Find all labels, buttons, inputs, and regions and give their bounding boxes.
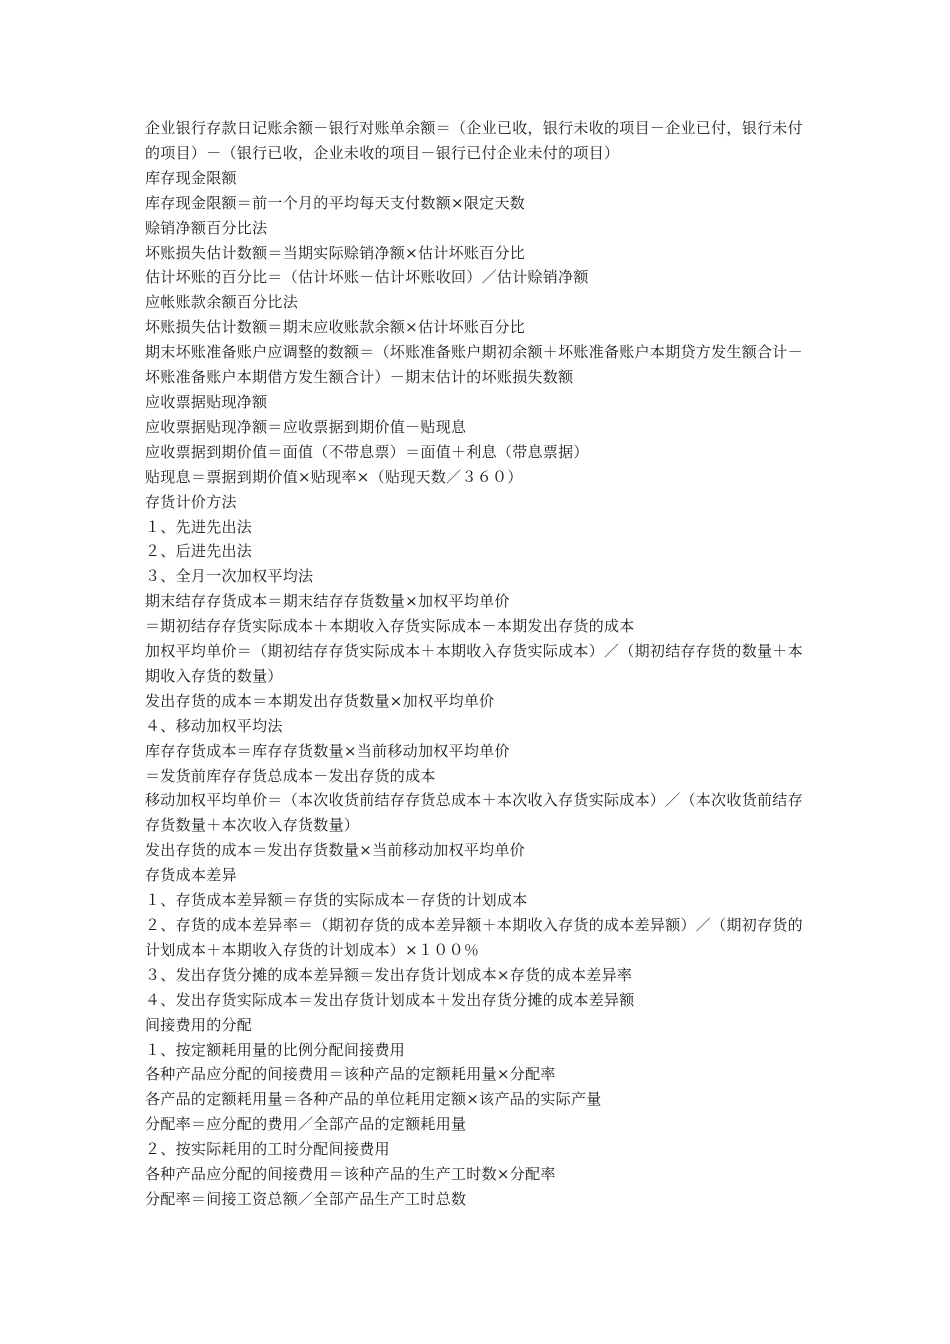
document-body [145,116,815,1212]
text-line: １、先进先出法 [145,517,253,536]
text-line: 发出存货的成本＝本期发出存货数量×加权平均单价 [145,691,495,710]
text-line: 移动加权平均单价＝（本次收货前结存存货总成本＋本次收入存货实际成本）／（本次收货前结存存货数量＋本次收入存货数量） [145,791,803,835]
text-line: ３、发出存货分摊的成本差异额＝发出存货计划成本×存货的成本差异率 [145,965,633,984]
text-line: 应帐账款余额百分比法 [145,293,299,312]
text-line: 存货成本差异 [145,866,237,885]
text-line: 库存存货成本＝库存存货数量×当前移动加权平均单价 [145,741,510,760]
text-line: 估计坏账的百分比＝（估计坏账－估计坏账收回）／估计赊销净额 [145,268,589,287]
text-line: 间接费用的分配 [145,1015,253,1034]
text-line: 库存现金限额＝前一个月的平均每天支付数额×限定天数 [145,193,526,212]
text-line: ＝期初结存存货实际成本＋本期收入存货实际成本－本期发出存货的成本 [145,617,635,636]
text-line: 各种产品应分配的间接费用＝该种产品的生产工时数×分配率 [145,1165,556,1184]
text-line: 各产品的定额耗用量＝各种产品的单位耗用定额×该产品的实际产量 [145,1090,602,1109]
text-line: 期末坏账准备账户应调整的数额＝（坏账准备账户期初余额＋坏账准备账户本期贷方发生额合计－坏账准备账户本期借方发生额合计）－期末估计的坏账损失数额 [145,343,803,387]
text-line: 应收票据到期价值＝面值（不带息票）＝面值＋利息（带息票据） [145,442,589,461]
text-line: ２、后进先出法 [145,542,253,561]
text-line: ４、发出存货实际成本＝发出存货计划成本＋发出存货分摊的成本差异额 [145,990,635,1009]
text-line: ４、移动加权平均法 [145,716,283,735]
text-line: ＝发货前库存存货总成本－发出存货的成本 [145,766,436,785]
text-line: 应收票据贴现净额 [145,392,268,411]
text-line: 坏账损失估计数额＝期末应收账款余额×估计坏账百分比 [145,318,526,337]
text-line: 坏账损失估计数额＝当期实际赊销净额×估计坏账百分比 [145,243,526,262]
text-line: 赊销净额百分比法 [145,218,268,237]
text-line: 应收票据贴现净额＝应收票据到期价值－贴现息 [145,417,467,436]
text-line: 存货计价方法 [145,492,237,511]
text-line: 分配率＝间接工资总额／全部产品生产工时总数 [145,1189,467,1208]
text-line: ２、按实际耗用的工时分配间接费用 [145,1140,390,1159]
text-line: 加权平均单价＝（期初结存存货实际成本＋本期收入存货实际成本）／（期初结存存货的数量＋本期收入存货的数量） [145,642,803,685]
text-line: 各种产品应分配的间接费用＝该种产品的定额耗用量×分配率 [145,1065,556,1084]
text-line: ２、存货的成本差异率＝（期初存货的成本差异额＋本期收入存货的成本差异额）／（期初存货的计划成本＋本期收入存货的计划成本）×１００％ [145,916,803,959]
text-line: １、按定额耗用量的比例分配间接费用 [145,1040,406,1059]
text-line: 库存现金限额 [145,168,237,187]
text-line: 贴现息＝票据到期价值×贴现率×（贴现天数／３６０） [145,467,523,486]
text-line: 期末结存存货成本＝期末结存存货数量×加权平均单价 [145,592,510,611]
text-line: 分配率＝应分配的费用／全部产品的定额耗用量 [145,1115,467,1134]
text-line: ３、全月一次加权平均法 [145,567,314,586]
text-line: 企业银行存款日记账余额－银行对账单余额＝（企业已收，银行未收的项目－企业已付，银行未付的项目）－（银行已收，企业未收的项目－银行已付企业未付的项目） [145,119,803,162]
text-line: 发出存货的成本＝发出存货数量×当前移动加权平均单价 [145,841,526,860]
text-line: １、存货成本差异额＝存货的实际成本－存货的计划成本 [145,891,528,910]
